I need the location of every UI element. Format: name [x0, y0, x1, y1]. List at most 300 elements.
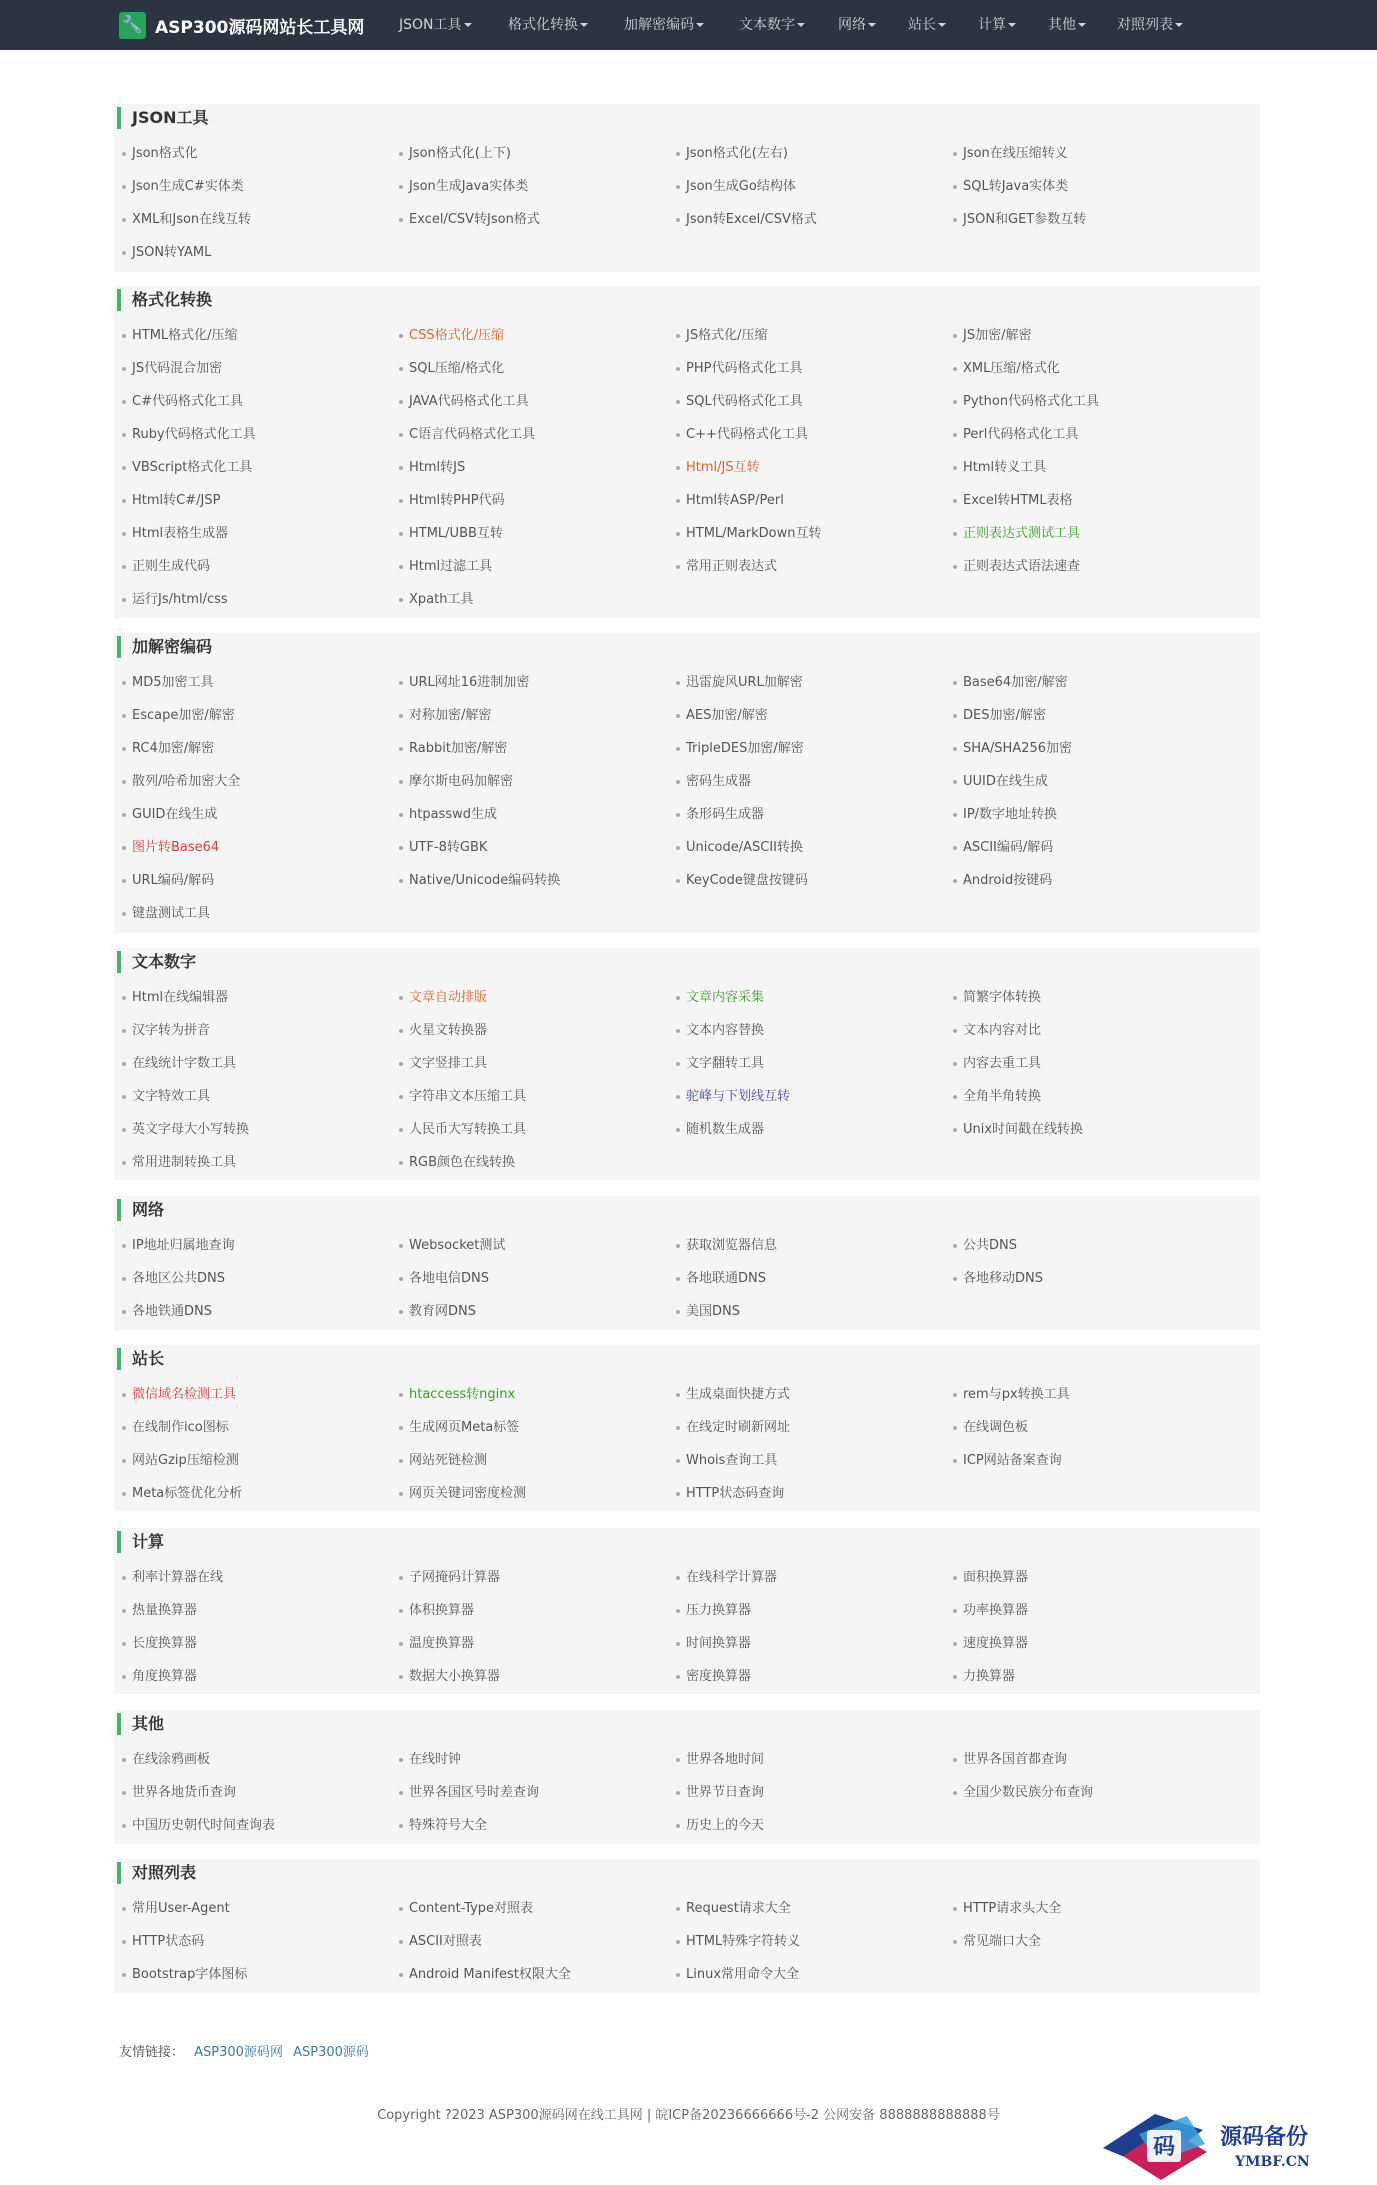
tool-link[interactable]: [122, 1236, 235, 1256]
tool-link-label: 简繁字体转换: [963, 990, 1042, 1005]
nav-network[interactable]: [838, 0, 876, 50]
bullet-icon: [676, 1128, 680, 1132]
tool-link[interactable]: [676, 838, 803, 858]
caret-down-icon: [696, 23, 704, 27]
tool-link[interactable]: [399, 1601, 474, 1621]
section-format-convert: [114, 286, 1260, 618]
tool-link-label: IP地址归属地查询: [132, 1238, 235, 1253]
nav-reference-list[interactable]: [1117, 0, 1183, 50]
tool-link[interactable]: [122, 557, 210, 577]
bullet-icon: [399, 334, 403, 338]
tool-link[interactable]: [399, 1816, 487, 1836]
friend-links: [119, 2043, 369, 2063]
tool-link[interactable]: [953, 210, 1086, 230]
tool-link[interactable]: [122, 359, 222, 379]
tool-link-label: 面积换算器: [963, 1570, 1029, 1585]
tool-link[interactable]: [122, 1418, 229, 1438]
tool-link[interactable]: [399, 805, 497, 825]
tool-link[interactable]: [122, 1750, 210, 1770]
tool-link[interactable]: [676, 491, 784, 511]
tool-link[interactable]: [953, 706, 1046, 726]
tool-link-label: JSON和GET参数互转: [963, 212, 1087, 227]
tool-link[interactable]: [953, 838, 1053, 858]
bullet-icon: [953, 185, 957, 189]
tool-link[interactable]: [399, 1054, 487, 1074]
tool-link-label: 获取浏览器信息: [686, 1238, 778, 1253]
bullet-icon: [676, 1675, 680, 1679]
tool-link[interactable]: [122, 1021, 210, 1041]
bullet-icon: [953, 813, 957, 817]
nav-text-number[interactable]: [739, 0, 805, 50]
tool-link[interactable]: [676, 524, 821, 544]
section-webmaster: [114, 1345, 1260, 1511]
tool-link-label: 常用正则表达式: [686, 559, 778, 574]
bullet-icon: [953, 1642, 957, 1646]
tool-link-label: 各地移动DNS: [963, 1271, 1043, 1286]
tool-link[interactable]: [399, 1750, 461, 1770]
tool-link[interactable]: [399, 739, 507, 759]
tool-link[interactable]: [122, 590, 228, 610]
bullet-icon: [399, 813, 403, 817]
bullet-icon: [122, 499, 126, 503]
tool-link[interactable]: [676, 144, 788, 164]
tool-link[interactable]: [399, 524, 503, 544]
tool-link-label: HTTP状态码查询: [686, 1486, 785, 1501]
tool-link-label: 时间换算器: [686, 1636, 752, 1651]
tool-link-label: 在线涂鸦画板: [132, 1752, 211, 1767]
tool-link[interactable]: [399, 1418, 519, 1438]
tool-link[interactable]: [676, 1965, 799, 1985]
bullet-icon: [953, 532, 957, 536]
tool-link-label: 文字竖排工具: [409, 1056, 488, 1071]
brand-link[interactable]: [119, 12, 364, 38]
tool-link[interactable]: [122, 1120, 249, 1140]
tool-link[interactable]: [676, 1750, 764, 1770]
tool-link-label: Excel转HTML表格: [963, 493, 1073, 508]
tool-link[interactable]: [676, 988, 764, 1008]
tool-link[interactable]: [953, 458, 1046, 478]
tool-link[interactable]: [676, 1120, 764, 1140]
bullet-icon: [676, 1609, 680, 1613]
bullet-icon: [953, 1758, 957, 1762]
tool-link-label: 网页关键词密度检测: [409, 1486, 527, 1501]
bullet-icon: [399, 1062, 403, 1066]
caret-down-icon: [868, 23, 876, 27]
tool-link[interactable]: [953, 1385, 1070, 1405]
bullet-icon: [676, 1492, 680, 1496]
tool-link-label: 角度换算器: [132, 1669, 198, 1684]
bullet-icon: [676, 1758, 680, 1762]
tool-link[interactable]: [399, 673, 529, 693]
tool-link[interactable]: [122, 1816, 275, 1836]
tool-link[interactable]: [399, 210, 540, 230]
tool-link[interactable]: [399, 1634, 474, 1654]
tool-link[interactable]: [953, 491, 1073, 511]
friend-links-label: 友情链接：: [119, 2045, 185, 2060]
bullet-icon: [399, 598, 403, 602]
tool-link[interactable]: [399, 1385, 515, 1405]
tool-link-label: Json在线压缩转义: [963, 146, 1068, 161]
bullet-icon: [676, 1426, 680, 1430]
nav-label: 计算: [978, 17, 1006, 33]
tool-link-label: Android按键码: [963, 873, 1053, 888]
tool-link[interactable]: [399, 1484, 526, 1504]
tool-link-label: SHA/SHA256加密: [963, 741, 1073, 756]
section-calculate: [114, 1528, 1260, 1694]
tool-link-label: Meta标签优化分析: [132, 1486, 243, 1501]
section-other: [114, 1710, 1260, 1844]
tool-link[interactable]: [953, 1750, 1067, 1770]
bullet-icon: [953, 1244, 957, 1248]
tool-link[interactable]: [676, 177, 796, 197]
tool-link[interactable]: [676, 1816, 764, 1836]
tool-link[interactable]: [676, 805, 764, 825]
tool-link[interactable]: [122, 673, 214, 693]
tool-link[interactable]: [122, 392, 243, 412]
tool-link[interactable]: [676, 1236, 777, 1256]
tool-link[interactable]: [122, 1634, 197, 1654]
tool-link[interactable]: [953, 144, 1068, 164]
nav-encrypt-encode[interactable]: [624, 0, 704, 50]
tool-link[interactable]: [399, 1269, 489, 1289]
bullet-icon: [399, 433, 403, 437]
tool-link-label: 功率换算器: [963, 1603, 1029, 1618]
tool-link-label: ASCII编码/解码: [963, 840, 1054, 855]
tool-link[interactable]: [676, 739, 804, 759]
tool-link[interactable]: [676, 706, 768, 726]
bullet-icon: [399, 1244, 403, 1248]
tool-link[interactable]: [399, 458, 465, 478]
tool-link-label: 图片转Base64: [132, 840, 220, 855]
tool-link[interactable]: [399, 1899, 533, 1919]
section-title: JSON工具: [117, 107, 208, 129]
tool-link[interactable]: [676, 458, 760, 478]
nav-label: 格式化转换: [508, 17, 578, 33]
bullet-icon: [399, 1791, 403, 1795]
bullet-icon: [399, 879, 403, 883]
tool-link[interactable]: [399, 1568, 500, 1588]
tool-link[interactable]: [676, 1899, 791, 1919]
tool-link[interactable]: [953, 805, 1057, 825]
tool-link[interactable]: [399, 1302, 476, 1322]
tool-link[interactable]: [953, 1601, 1028, 1621]
tool-link[interactable]: [122, 524, 228, 544]
tool-link-label: 驼峰与下划线互转: [686, 1089, 791, 1104]
bullet-icon: [122, 1791, 126, 1795]
bullet-icon: [676, 1393, 680, 1397]
tool-link[interactable]: [676, 392, 803, 412]
tool-link[interactable]: [953, 1451, 1062, 1471]
bullet-icon: [122, 1576, 126, 1580]
tool-link[interactable]: [122, 904, 210, 924]
tool-link[interactable]: [399, 144, 511, 164]
bullet-icon: [122, 1393, 126, 1397]
bullet-icon: [399, 780, 403, 784]
tool-link[interactable]: [122, 177, 244, 197]
bullet-icon: [676, 466, 680, 470]
bullet-icon: [676, 1791, 680, 1795]
bullet-icon: [122, 1310, 126, 1314]
bullet-icon: [676, 433, 680, 437]
tool-link[interactable]: [399, 1451, 487, 1471]
nav-label: 文本数字: [739, 17, 795, 33]
tool-link[interactable]: [122, 1932, 204, 1952]
tool-link[interactable]: [399, 1783, 539, 1803]
tool-link[interactable]: [122, 1153, 236, 1173]
bullet-icon: [122, 1973, 126, 1977]
tool-link[interactable]: [953, 1021, 1041, 1041]
tool-link[interactable]: [953, 425, 1078, 445]
tool-link[interactable]: [953, 739, 1072, 759]
tool-link[interactable]: [953, 1269, 1043, 1289]
tool-link[interactable]: [122, 1568, 223, 1588]
tool-link[interactable]: [399, 392, 529, 412]
tool-link[interactable]: [953, 557, 1080, 577]
bullet-icon: [676, 1244, 680, 1248]
tool-link[interactable]: [953, 1932, 1041, 1952]
tool-link[interactable]: [122, 772, 240, 792]
tool-link-label: 迅雷旋风URL加解密: [686, 675, 803, 690]
tool-link[interactable]: [953, 1568, 1028, 1588]
tool-link[interactable]: [676, 871, 808, 891]
tool-link[interactable]: [122, 1601, 197, 1621]
bullet-icon: [122, 1907, 126, 1911]
tool-link[interactable]: [953, 1634, 1028, 1654]
tool-link-label: Html转PHP代码: [409, 493, 505, 508]
tool-link[interactable]: [676, 1418, 790, 1438]
tool-link-label: 长度换算器: [132, 1636, 198, 1651]
tool-link[interactable]: [953, 1236, 1017, 1256]
tool-link-label: URL网址16进制加密: [409, 675, 530, 690]
tool-link[interactable]: [122, 1302, 212, 1322]
tool-link-label: 全角半角转换: [963, 1089, 1042, 1104]
tool-link[interactable]: [122, 1667, 197, 1687]
tool-link[interactable]: [399, 988, 487, 1008]
friend-link-asp300-site[interactable]: ASP300源码网: [194, 2045, 283, 2060]
tool-link[interactable]: [676, 1484, 784, 1504]
tool-link[interactable]: [399, 1667, 500, 1687]
tool-link[interactable]: [122, 805, 217, 825]
tool-link[interactable]: [122, 739, 214, 759]
bullet-icon: [122, 681, 126, 685]
tool-link[interactable]: [953, 177, 1068, 197]
tool-link-label: TripleDES加密/解密: [686, 741, 804, 756]
tool-link-label: 密度换算器: [686, 1669, 752, 1684]
bullet-icon: [953, 565, 957, 569]
tool-link[interactable]: [399, 177, 528, 197]
tool-link-label: Bootstrap字体图标: [132, 1967, 248, 1982]
tool-link[interactable]: [676, 673, 803, 693]
tool-link[interactable]: [953, 673, 1068, 693]
tool-link[interactable]: [676, 1269, 766, 1289]
bullet-icon: [122, 400, 126, 404]
tool-link-label: 密码生成器: [686, 774, 752, 789]
tool-link[interactable]: [399, 557, 492, 577]
tool-link[interactable]: [953, 772, 1048, 792]
tool-link-label: Request请求大全: [686, 1901, 791, 1916]
tool-link[interactable]: [399, 326, 504, 346]
tool-link-label: Xpath工具: [409, 592, 474, 607]
tool-link[interactable]: [399, 1021, 487, 1041]
tool-link-label: RGB颜色在线转换: [409, 1155, 516, 1170]
tool-link-label: 正则表达式测试工具: [963, 526, 1081, 541]
bullet-icon: [953, 400, 957, 404]
tool-link[interactable]: [399, 1965, 571, 1985]
tool-link[interactable]: [122, 1484, 242, 1504]
bullet-icon: [122, 1642, 126, 1646]
tool-link[interactable]: [676, 1783, 764, 1803]
tool-link[interactable]: [399, 359, 504, 379]
watermark-subtitle: YMBF.CN: [1235, 2154, 1310, 2170]
bullet-icon: [399, 1128, 403, 1132]
tool-link-label: JS格式化/压缩: [686, 328, 768, 343]
bullet-icon: [676, 367, 680, 371]
tool-link[interactable]: [676, 772, 751, 792]
nav-other[interactable]: [1048, 0, 1086, 50]
tool-link[interactable]: [953, 1783, 1093, 1803]
bullet-icon: [953, 1095, 957, 1099]
tool-link[interactable]: [953, 326, 1031, 346]
tool-link[interactable]: [953, 1899, 1061, 1919]
tool-link[interactable]: [399, 1153, 515, 1173]
bullet-icon: [399, 996, 403, 1000]
tool-link[interactable]: [122, 706, 235, 726]
nav-json-tools[interactable]: [399, 0, 472, 50]
bullet-icon: [399, 846, 403, 850]
tool-link[interactable]: [953, 1667, 1015, 1687]
tool-link[interactable]: [953, 392, 1099, 412]
tool-link[interactable]: [676, 1601, 751, 1621]
tool-link[interactable]: [676, 210, 817, 230]
tool-link[interactable]: [122, 1899, 230, 1919]
tool-link-label: Json格式化: [132, 146, 198, 161]
tool-link-label: Html转C#/JSP: [132, 493, 221, 508]
bullet-icon: [399, 1095, 403, 1099]
tool-link-label: Html/JS互转: [686, 460, 760, 475]
tool-link-label: UUID在线生成: [963, 774, 1048, 789]
tool-link[interactable]: [122, 326, 238, 346]
tool-link[interactable]: [122, 243, 211, 263]
tool-link[interactable]: [399, 772, 513, 792]
tool-link[interactable]: [122, 988, 228, 1008]
tool-link[interactable]: [676, 557, 777, 577]
tool-link[interactable]: [122, 1451, 239, 1471]
tool-link[interactable]: [676, 1385, 790, 1405]
tool-link[interactable]: [122, 838, 219, 858]
tool-link[interactable]: [399, 425, 535, 445]
tool-link[interactable]: [676, 1021, 764, 1041]
section-title: 站长: [117, 1348, 164, 1370]
tool-link[interactable]: [399, 871, 560, 891]
tool-link[interactable]: [399, 491, 505, 511]
tool-link[interactable]: [122, 1054, 236, 1074]
tool-link[interactable]: [676, 1054, 764, 1074]
tool-link-label: rem与px转换工具: [963, 1387, 1070, 1402]
tool-link[interactable]: [122, 425, 256, 445]
tool-link[interactable]: [676, 425, 808, 445]
tool-link-label: 人民币大写转换工具: [409, 1122, 527, 1137]
tool-link[interactable]: [122, 1385, 236, 1405]
tool-link-label: Html转ASP/Perl: [686, 493, 784, 508]
tool-link-label: 利率计算器在线: [132, 1570, 224, 1585]
tool-link-label: 全国少数民族分布查询: [963, 1785, 1094, 1800]
tool-link[interactable]: [399, 1087, 526, 1107]
tool-link-label: HTML特殊字符转义: [686, 1934, 801, 1949]
tool-link-label: Json格式化(上下): [409, 146, 511, 161]
tool-link[interactable]: [676, 1667, 751, 1687]
bullet-icon: [953, 433, 957, 437]
bullet-icon: [122, 1492, 126, 1496]
tool-link-label: HTML格式化/压缩: [132, 328, 238, 343]
tool-link[interactable]: [953, 524, 1080, 544]
section-title: 其他: [117, 1713, 164, 1735]
nav-webmaster[interactable]: [908, 0, 946, 50]
tool-link[interactable]: [676, 1932, 800, 1952]
tool-link-label: C#代码格式化工具: [132, 394, 243, 409]
tool-link[interactable]: [122, 210, 251, 230]
tool-link[interactable]: [676, 1451, 777, 1471]
bullet-icon: [122, 780, 126, 784]
bullet-icon: [399, 1426, 403, 1430]
tool-link[interactable]: [122, 1965, 247, 1985]
tool-link[interactable]: [399, 706, 491, 726]
tool-link[interactable]: [122, 144, 198, 164]
bullet-icon: [953, 334, 957, 338]
bullet-icon: [953, 466, 957, 470]
tool-link[interactable]: [676, 1568, 777, 1588]
tool-link[interactable]: [676, 359, 802, 379]
tool-link[interactable]: [122, 1269, 225, 1289]
tool-link[interactable]: [676, 1302, 740, 1322]
tool-link[interactable]: [122, 458, 252, 478]
bullet-icon: [676, 565, 680, 569]
tool-link[interactable]: [122, 871, 214, 891]
tool-link[interactable]: [122, 1087, 210, 1107]
tool-link[interactable]: [953, 1054, 1041, 1074]
tool-link[interactable]: [399, 1236, 505, 1256]
tool-link[interactable]: [953, 871, 1052, 891]
tool-link[interactable]: [676, 1634, 751, 1654]
tool-link[interactable]: [399, 838, 487, 858]
tool-link[interactable]: [399, 1120, 526, 1140]
bullet-icon: [122, 747, 126, 751]
tool-link[interactable]: [953, 359, 1060, 379]
watermark-glyph: 码: [1152, 2135, 1176, 2160]
tool-link-label: C++代码格式化工具: [686, 427, 808, 442]
bullet-icon: [399, 1675, 403, 1679]
tool-link[interactable]: [953, 988, 1041, 1008]
nav-label: 加解密编码: [624, 17, 694, 33]
nav-format-convert[interactable]: [508, 0, 588, 50]
tool-link[interactable]: [399, 1932, 482, 1952]
bullet-icon: [122, 466, 126, 470]
tool-link-label: 力换算器: [963, 1669, 1016, 1684]
tool-link[interactable]: [676, 326, 767, 346]
tool-link-label: Html表格生成器: [132, 526, 229, 541]
tool-link[interactable]: [122, 1783, 236, 1803]
friend-link-asp300-source[interactable]: ASP300源码: [293, 2045, 369, 2060]
bullet-icon: [399, 1459, 403, 1463]
tool-link[interactable]: [953, 1120, 1083, 1140]
tool-link-label: 热量换算器: [132, 1603, 198, 1618]
tool-link[interactable]: [399, 590, 473, 610]
tool-link[interactable]: [122, 491, 220, 511]
tool-link[interactable]: [676, 1087, 790, 1107]
tool-link[interactable]: [953, 1418, 1028, 1438]
nav-calculate[interactable]: [978, 0, 1016, 50]
tool-link-label: XML和Json在线互转: [132, 212, 252, 227]
tool-link[interactable]: [953, 1087, 1041, 1107]
